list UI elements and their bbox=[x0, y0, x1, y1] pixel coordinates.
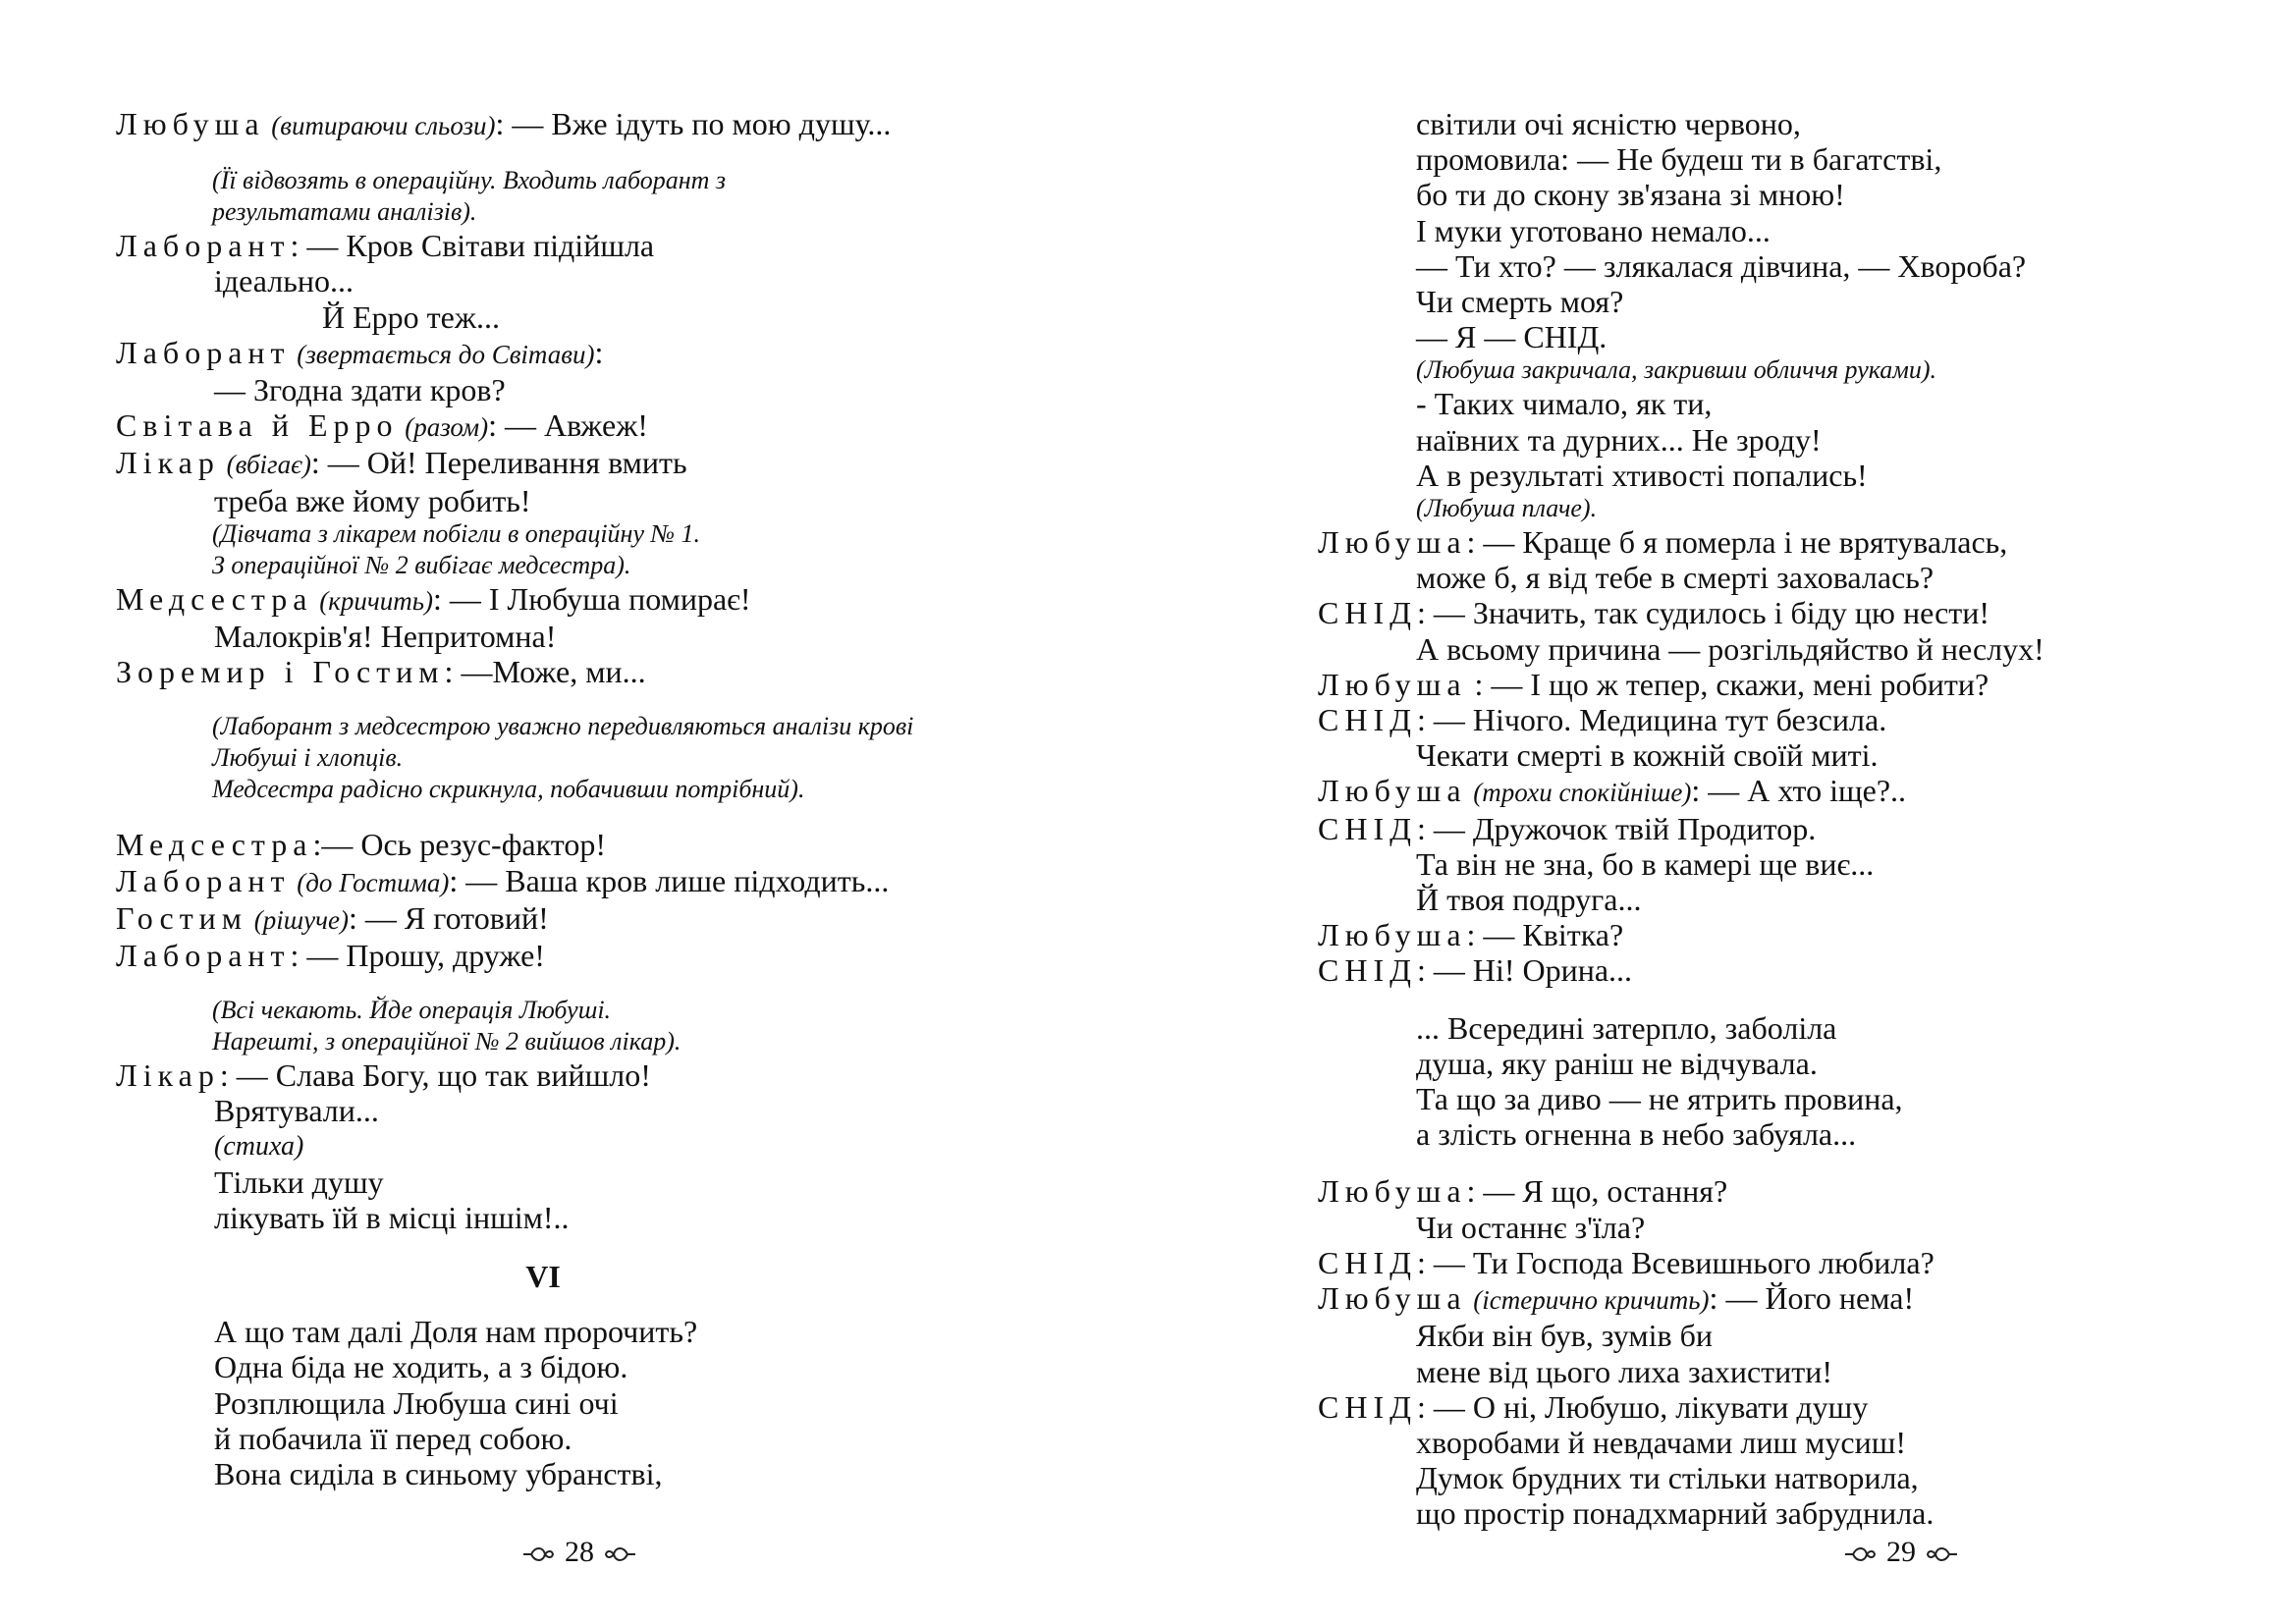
stage-direction: (Лаборант з медсестрою уважно передивляються аналізи крові bbox=[212, 712, 914, 741]
dialogue-line bbox=[116, 1057, 1059, 1093]
stage-direction: (Любуша закричала, закривши обличчя руками). bbox=[1416, 355, 1937, 385]
dialogue-line bbox=[1318, 811, 2261, 846]
speech-text: : — Ти Господа Всевишнього любила? bbox=[1416, 1244, 1935, 1280]
dialogue-line bbox=[1318, 917, 2261, 952]
dialogue-line bbox=[1318, 667, 2261, 702]
stage-direction: результатами аналізів). bbox=[212, 197, 477, 227]
page-number-text: 28 bbox=[565, 1536, 594, 1568]
continuation-line: наївних та дурних... Не зроду! bbox=[1416, 421, 1822, 458]
page-number-right bbox=[1803, 1536, 1999, 1569]
dialogue-line bbox=[116, 827, 1059, 862]
continuation-line: лікувать їй в місці іншім!.. bbox=[214, 1200, 570, 1236]
chapter-heading: VI bbox=[525, 1259, 561, 1295]
right-page bbox=[1145, 0, 2289, 1624]
speech-text: : — А хто іще?.. bbox=[1691, 773, 1907, 809]
continuation-line: — Я — СНІД. bbox=[1416, 319, 1608, 355]
speech-text: : — Прошу, друже! bbox=[290, 938, 545, 974]
continuation-line: Та він не зна, бо в камері ще виє... bbox=[1416, 845, 1875, 882]
stage-direction: (Її відвозять в операційну. Входить лаборант з bbox=[212, 166, 727, 195]
continuation-line: - Таких чимало, як ти, bbox=[1416, 386, 1713, 422]
speaker-name: СНІД bbox=[1318, 952, 1417, 989]
speaker-direction: (вбігає) bbox=[219, 450, 311, 480]
dialogue-line bbox=[116, 407, 1059, 445]
verse-line: А що там далі Доля нам пророчить? bbox=[214, 1314, 698, 1350]
speaker-name: СНІД bbox=[1318, 1244, 1417, 1280]
spacer bbox=[116, 973, 1059, 995]
continuation-line: Чекати смерті в кожній своїй миті. bbox=[1416, 737, 1879, 774]
speaker-name: Медсестра bbox=[116, 827, 313, 863]
continuation-line: світили очі ясністю червоно, bbox=[1416, 106, 1801, 141]
speaker-name: СНІД bbox=[1318, 1388, 1417, 1425]
spacer bbox=[1318, 1152, 2261, 1173]
speech-text: :— Ось резус-фактор! bbox=[312, 827, 606, 863]
speaker-name: Любуша bbox=[1318, 1280, 1467, 1317]
dialogue-line bbox=[1318, 952, 2261, 988]
speaker-name: Лаборант bbox=[116, 862, 291, 898]
stage-direction: (Всі чекають. Йде операція Любуші. bbox=[212, 996, 612, 1025]
spacer bbox=[116, 805, 1059, 827]
speech-text: : — Дружочок твій Продитор. bbox=[1416, 810, 1817, 846]
verse-line: Одна біда не ходить, а з бідою. bbox=[214, 1349, 628, 1385]
dialogue-line bbox=[116, 445, 1059, 482]
continuation-line: душа, яку раніш не відчувала. bbox=[1416, 1045, 1818, 1081]
dialogue-line bbox=[1318, 702, 2261, 737]
continuation-line: Чи смерть моя? bbox=[1416, 284, 1624, 320]
speaker-direction: (разом) bbox=[398, 412, 489, 443]
speaker-name: Любуша bbox=[1318, 666, 1467, 702]
continuation-line: ... Всередині затерпло, заболіла bbox=[1416, 1009, 1837, 1046]
stage-direction: З операційної № 2 вибігає медсестра). bbox=[212, 550, 631, 579]
speech-text: : — Ой! Переливання вмить bbox=[310, 445, 687, 481]
speaker-name: Гостим bbox=[116, 899, 248, 936]
dialogue-line bbox=[1318, 595, 2261, 630]
speech-text: : — Ваша кров лише підходить... bbox=[449, 862, 890, 898]
continuation-line: що простір понадхмарний забруднила. bbox=[1416, 1495, 1935, 1532]
continuation-line: хворобами й невдачами лиш мусиш! bbox=[1416, 1424, 1906, 1460]
dialogue-line bbox=[116, 863, 1059, 900]
continuation-line: Й твоя подруга... bbox=[1416, 882, 1642, 918]
continuation-line: може б, я від тебе в смерті заховалась? bbox=[1416, 560, 1935, 596]
page-number-text: 29 bbox=[1886, 1536, 1916, 1568]
continuation-line: Якби він був, зумів би bbox=[1416, 1318, 1713, 1354]
stage-direction: Медсестра радісно скрикнула, побачивши потрібний). bbox=[212, 775, 805, 804]
dialogue-line bbox=[116, 335, 1059, 372]
speaker-name: СНІД bbox=[1318, 595, 1417, 631]
continuation-line: (стиха) bbox=[214, 1130, 304, 1162]
continuation-line: Чи останнє з'їла? bbox=[1416, 1209, 1646, 1245]
speaker-direction: (до Гостима) bbox=[290, 867, 450, 897]
speaker-name: Світава й Ерро bbox=[116, 407, 399, 444]
speaker-name: Любуша bbox=[1318, 917, 1467, 953]
right-text-column bbox=[1318, 106, 2261, 1532]
continuation-line: промовила: — Не будеш ти в багатстві, bbox=[1416, 141, 1942, 178]
speech-text: : — Його нема! bbox=[1709, 1280, 1915, 1317]
dialogue-line bbox=[1318, 1280, 2261, 1318]
speaker-name: Лікар bbox=[116, 445, 220, 481]
continuation-line: І муки уготовано немало... bbox=[1416, 212, 1771, 248]
verse-line: Розплющила Любуша сині очі bbox=[214, 1384, 619, 1421]
continuation-line: Та що за диво — не ятрить провина, bbox=[1416, 1081, 1903, 1117]
speaker-direction: (трохи спокійніше) bbox=[1466, 778, 1692, 808]
stage-direction: (Любуша плаче). bbox=[1416, 494, 1598, 523]
speaker-direction: (звертається до Світави) bbox=[290, 339, 595, 369]
page-number-left bbox=[481, 1536, 678, 1569]
speech-text: : — Краще б я померла і не врятувалась, bbox=[1466, 524, 2008, 561]
continuation-line: Малокрів'я! Непритомна! bbox=[214, 619, 557, 655]
speech-text: : — Значить, так судилось і біду цю нести! bbox=[1416, 595, 1990, 631]
continuation-line: Врятували... bbox=[214, 1093, 379, 1129]
spacer bbox=[116, 689, 1059, 711]
dialogue-line bbox=[116, 228, 1059, 263]
continuation-line: бо ти до скону зв'язана зі мною! bbox=[1416, 177, 1845, 213]
speech-text: : bbox=[594, 334, 604, 370]
speech-text: : — Я що, остання? bbox=[1466, 1173, 1728, 1210]
speaker-direction: (рішуче) bbox=[247, 904, 350, 935]
dialogue-line bbox=[116, 581, 1059, 619]
stage-direction: (Дівчата з лікарем побігли в операційну № 1. bbox=[212, 518, 701, 548]
stage-direction: Любуші і хлопців. bbox=[212, 743, 404, 773]
speech-text: : — Нічого. Медицина тут безсила. bbox=[1416, 702, 1887, 738]
dialogue-line bbox=[116, 654, 1059, 689]
speaker-name: СНІД bbox=[1318, 810, 1417, 846]
ornament-icon bbox=[604, 1544, 637, 1564]
continuation-line: — Згодна здати кров? bbox=[214, 372, 506, 408]
spacer bbox=[116, 1235, 1059, 1257]
dialogue-line bbox=[1318, 524, 2261, 560]
speech-text: : — Ні! Орина... bbox=[1416, 952, 1633, 989]
continuation-line: а злість огненна в небо забуяла... bbox=[1416, 1116, 1857, 1153]
continuation-line: треба вже йому робить! bbox=[214, 482, 531, 518]
speech-text: : — Слава Богу, що так вийшло! bbox=[219, 1057, 651, 1094]
dialogue-line bbox=[1318, 1245, 2261, 1280]
dialogue-line bbox=[116, 938, 1059, 973]
continuation-line: Тільки душу bbox=[214, 1164, 384, 1200]
speaker-direction: (істерично кричить) bbox=[1466, 1285, 1710, 1316]
spacer bbox=[1318, 989, 2261, 1010]
speaker-direction: (кричить) bbox=[312, 585, 433, 616]
speaker-name: СНІД bbox=[1318, 702, 1417, 738]
verse-line: й побачила її перед собою. bbox=[214, 1420, 572, 1456]
ornament-icon bbox=[1843, 1544, 1877, 1564]
speech-text: : — Авжеж! bbox=[488, 407, 648, 444]
speaker-name: Любуша bbox=[1318, 773, 1467, 809]
speech-text: : — О ні, Любушо, лікувати душу bbox=[1416, 1388, 1869, 1425]
continuation-line: ідеально... bbox=[214, 263, 354, 299]
speaker-name: Любуша bbox=[1318, 1173, 1467, 1210]
continuation-line: Й Ерро теж... bbox=[322, 298, 500, 335]
left-text-column bbox=[116, 106, 1059, 1491]
continuation-line: А всьому причина — розгільдяйство й неслух! bbox=[1416, 630, 2044, 667]
speaker-name: Лікар bbox=[116, 1057, 220, 1094]
continuation-line: мене від цього лиха захистити! bbox=[1416, 1353, 1833, 1389]
speaker-direction: (витираючи сльози) bbox=[264, 111, 496, 140]
speech-text: : — Я готовий! bbox=[349, 899, 549, 936]
speech-text: : —Може, ми... bbox=[444, 654, 646, 690]
dialogue-line bbox=[116, 106, 1059, 143]
speaker-name: Лаборант bbox=[116, 334, 291, 370]
ornament-icon bbox=[521, 1544, 555, 1564]
stage-direction: Нарешті, з операційної № 2 вийшов лікар). bbox=[212, 1027, 681, 1056]
ornament-icon bbox=[1926, 1544, 1959, 1564]
speech-text: : — Вже ідуть по мою душу... bbox=[495, 106, 892, 141]
continuation-line: Думок брудних ти стільки натворила, bbox=[1416, 1460, 1919, 1496]
dialogue-line bbox=[116, 900, 1059, 938]
speaker-name: Любуша bbox=[116, 106, 265, 141]
verse-line: Вона сиділа в синьому убранстві, bbox=[214, 1456, 663, 1492]
speaker-name: Зоремир і Гостим bbox=[116, 654, 445, 690]
spacer bbox=[116, 1296, 1059, 1314]
speech-text: : — Квітка? bbox=[1466, 917, 1624, 953]
spacer bbox=[116, 143, 1059, 165]
dialogue-line bbox=[1318, 773, 2261, 810]
continuation-line: — Ти хто? — злякалася дівчина, — Хвороба? bbox=[1416, 247, 2027, 284]
speaker-name: Любуша bbox=[1318, 524, 1467, 561]
speech-text: : — І Любуша помирає! bbox=[433, 580, 751, 617]
speech-text: : — Кров Світави підійшла bbox=[290, 228, 655, 264]
speaker-name: Лаборант bbox=[116, 228, 291, 264]
dialogue-line bbox=[1318, 1389, 2261, 1425]
continuation-line: А в результаті хтивості попались! bbox=[1416, 457, 1868, 493]
speaker-name: Медсестра bbox=[116, 580, 313, 617]
speech-text: : — І що ж тепер, скажи, мені робити? bbox=[1466, 666, 1989, 702]
dialogue-line bbox=[1318, 1173, 2261, 1209]
speaker-name: Лаборант bbox=[116, 938, 291, 974]
left-page bbox=[0, 0, 1144, 1624]
